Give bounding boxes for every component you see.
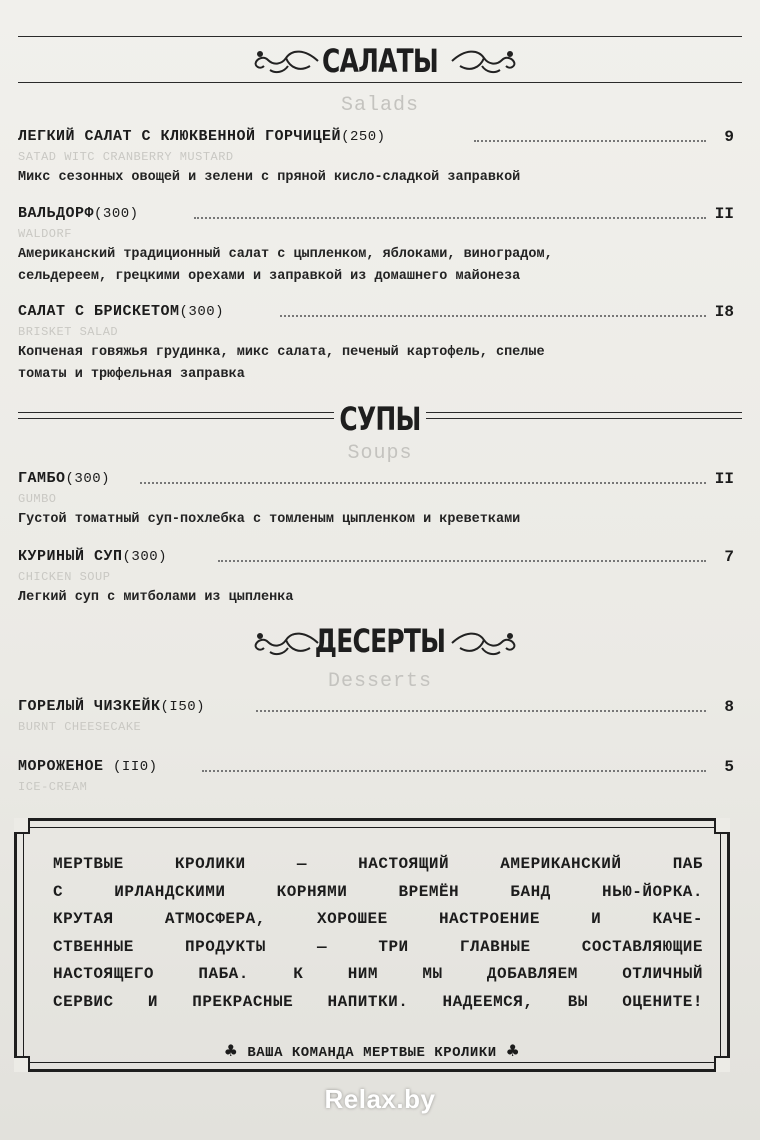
about-line: МЕРТВЫЕ КРОЛИКИ — НАСТОЯЩИЙ АМЕРИКАНСКИЙ ПАБ: [53, 855, 703, 873]
about-line: СТВЕННЫЕ ПРОДУКТЫ — ТРИ ГЛАВНЫЕ СОСТАВЛЯЮЩИЕ: [53, 937, 703, 956]
item-english-name: SATAD WITC CRANBERRY MUSTARD: [18, 150, 234, 164]
item-english-name: WALDORF: [18, 227, 72, 241]
soups-subtitle: Soups: [347, 442, 413, 465]
item-english-name: BRISKET SALAD: [18, 325, 119, 339]
dot-leader: [218, 560, 706, 562]
signature-text: ВАША КОМАНДА МЕРТВЫЕ КРОЛИКИ: [247, 1045, 497, 1061]
menu-item: [18, 548, 742, 609]
item-price: 8: [724, 698, 734, 716]
item-description: Микс сезонных овощей и зелени с пряной кисло-сладкой заправкой: [18, 170, 521, 185]
signature: [17, 1041, 727, 1061]
soups-header: [18, 400, 742, 468]
item-description: Легкий суп с митболами из цыпленка: [18, 590, 294, 605]
item-price: I8: [714, 303, 734, 321]
about-line: КРУТАЯ АТМОСФЕРА, ХОРОШЕЕ НАСТРОЕНИЕ И КАЧЕ-: [53, 910, 703, 928]
about-box: [14, 818, 730, 1072]
desserts-title: ДЕСЕРТЫ: [314, 622, 446, 660]
item-name: ГОРЕЛЫЙ ЧИЗКЕЙК(I50): [18, 698, 206, 715]
item-price: II: [714, 205, 734, 223]
menu-item: [18, 698, 742, 737]
item-price: 7: [724, 548, 734, 566]
item-english-name: CHICKEN SOUP: [18, 570, 111, 584]
item-name: ГАМБО(300): [18, 470, 111, 487]
menu-item: [18, 303, 742, 386]
frame-corner: [14, 818, 30, 834]
item-english-name: GUMBO: [18, 492, 57, 506]
item-name: МОРОЖЕНОЕ (II0): [18, 758, 158, 775]
item-description: Копченая говяжья грудинка, микс салата, печеный картофель, спелые: [18, 345, 545, 360]
dot-leader: [280, 315, 706, 317]
item-description: Густой томатный суп-похлебка с томленым цыпленком и креветками: [18, 512, 521, 527]
clover-icon: ♣: [223, 1041, 239, 1060]
soups-title: СУПЫ: [339, 400, 421, 438]
watermark: Relax.by: [324, 1084, 436, 1114]
item-description: сельдереем, грецкими орехами и заправкой из домашнего майонеза: [18, 269, 521, 284]
dot-leader: [140, 482, 706, 484]
item-price: 5: [724, 758, 734, 776]
item-description: томаты и трюфельная заправка: [18, 367, 245, 382]
about-line: С ИРЛАНДСКИМИ КОРНЯМИ ВРЕМЁН БАНД НЬЮ-ЙОРКА.: [53, 882, 703, 901]
desserts-subtitle: Desserts: [327, 670, 432, 693]
clover-icon: ♣: [505, 1041, 521, 1060]
item-english-name: BURNT CHEESECAKE: [18, 720, 142, 734]
menu-item: [18, 205, 742, 288]
dot-leader: [202, 770, 706, 772]
dot-leader: [194, 217, 706, 219]
item-english-name: ICE-CREAM: [18, 780, 88, 794]
menu-item: [18, 470, 742, 531]
item-description: Американский традиционный салат с цыпленком, яблоками, виноградом,: [18, 247, 553, 262]
ornament-right-icon: [450, 626, 520, 660]
salads-title: САЛАТЫ: [322, 42, 438, 80]
item-name: ЛЕГКИЙ САЛАТ С КЛЮКВЕННОЙ ГОРЧИЦЕЙ(250): [18, 128, 386, 145]
desserts-header: [18, 622, 742, 692]
about-line: СЕРВИС И ПРЕКРАСНЫЕ НАПИТКИ. НАДЕЕМСЯ, ВЫ ОЦЕНИТЕ!: [53, 992, 703, 1011]
frame-corner: [714, 818, 730, 834]
dot-leader: [256, 710, 706, 712]
item-name: ВАЛЬДОРФ(300): [18, 205, 139, 222]
item-price: II: [714, 470, 734, 488]
ornament-right-icon: [450, 44, 520, 78]
about-line: НАСТОЯЩЕГО ПАБА. К НИМ МЫ ДОБАВЛЯЕМ ОТЛИЧНЫЙ: [53, 965, 703, 983]
salads-header: [18, 36, 742, 126]
menu-item: [18, 128, 742, 189]
salads-subtitle: Salads: [340, 94, 419, 117]
menu-item: [18, 758, 742, 797]
item-name: КУРИНЫЙ СУП(300): [18, 548, 168, 565]
item-name: САЛАТ С БРИСКЕТОМ(300): [18, 303, 225, 320]
about-text: [53, 851, 703, 1016]
item-price: 9: [724, 128, 734, 146]
dot-leader: [474, 140, 706, 142]
